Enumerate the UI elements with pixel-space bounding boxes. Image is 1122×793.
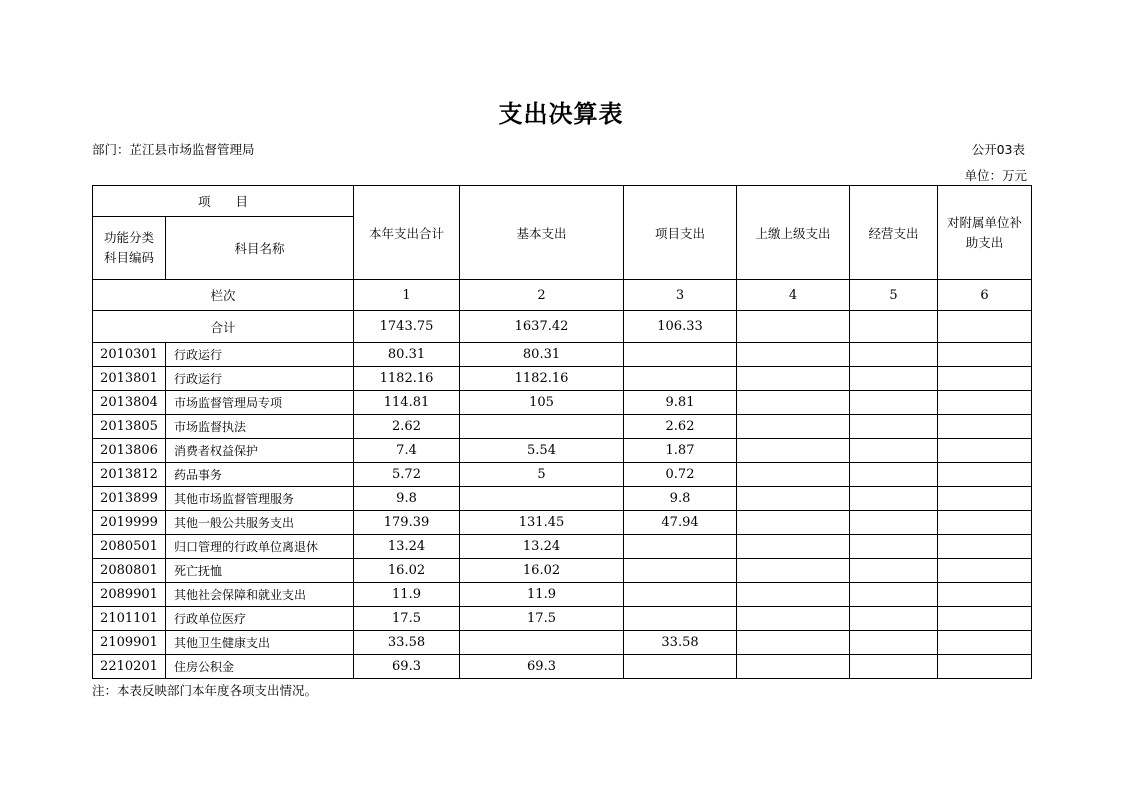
row-code: 2013806	[93, 439, 166, 463]
row-value: 13.24	[354, 535, 460, 559]
table-row	[93, 583, 1032, 607]
row-value	[938, 343, 1032, 367]
table-row	[93, 631, 1032, 655]
row-value	[938, 655, 1032, 679]
row-value: 131.45	[460, 511, 624, 535]
total-label: 合计	[93, 311, 354, 343]
row-subject-name: 归口管理的行政单位离退休	[166, 535, 354, 559]
row-value	[938, 463, 1032, 487]
row-value: 9.81	[624, 391, 737, 415]
row-subject-name: 消费者权益保护	[166, 439, 354, 463]
row-value	[737, 367, 850, 391]
header-col-2: 基本支出	[460, 186, 624, 280]
row-value: 47.94	[624, 511, 737, 535]
header-subject-name: 科目名称	[166, 217, 354, 280]
table-row	[93, 415, 1032, 439]
row-value: 2.62	[354, 415, 460, 439]
row-value	[938, 583, 1032, 607]
row-value: 179.39	[354, 511, 460, 535]
row-value	[850, 463, 938, 487]
row-value	[460, 487, 624, 511]
row-subject-name: 其他一般公共服务支出	[166, 511, 354, 535]
row-code: 2013805	[93, 415, 166, 439]
table-row	[93, 535, 1032, 559]
row-value: 16.02	[354, 559, 460, 583]
row-subject-name: 市场监督执法	[166, 415, 354, 439]
col-index-label: 栏次	[93, 280, 354, 311]
row-value	[850, 439, 938, 463]
row-code: 2210201	[93, 655, 166, 679]
row-value: 17.5	[460, 607, 624, 631]
row-value	[624, 607, 737, 631]
row-value: 9.8	[624, 487, 737, 511]
row-value: 69.3	[460, 655, 624, 679]
row-value	[624, 367, 737, 391]
row-value	[938, 367, 1032, 391]
header-project: 项 目	[93, 186, 354, 217]
row-value	[850, 607, 938, 631]
row-value	[460, 415, 624, 439]
row-value: 0.72	[624, 463, 737, 487]
row-subject-name: 死亡抚恤	[166, 559, 354, 583]
row-subject-name: 其他卫生健康支出	[166, 631, 354, 655]
row-code: 2080801	[93, 559, 166, 583]
row-subject-name: 住房公积金	[166, 655, 354, 679]
table-row	[93, 439, 1032, 463]
row-value	[737, 655, 850, 679]
row-value: 80.31	[354, 343, 460, 367]
table-row	[93, 607, 1032, 631]
col-index-num: 2	[460, 280, 624, 311]
row-value	[737, 415, 850, 439]
row-value	[737, 607, 850, 631]
row-value: 2.62	[624, 415, 737, 439]
row-value	[850, 559, 938, 583]
row-value	[737, 511, 850, 535]
header-col-5: 经营支出	[850, 186, 938, 280]
row-value	[624, 343, 737, 367]
col-index-num: 4	[737, 280, 850, 311]
row-value	[737, 559, 850, 583]
department-label: 部门：芷江县市场监督管理局	[92, 142, 255, 157]
row-value	[737, 487, 850, 511]
row-value	[737, 631, 850, 655]
page-title: 支出决算表	[498, 100, 624, 128]
row-value	[938, 487, 1032, 511]
row-value	[737, 535, 850, 559]
row-subject-name: 市场监督管理局专项	[166, 391, 354, 415]
row-value	[737, 463, 850, 487]
total-value	[737, 311, 850, 343]
table-row	[93, 463, 1032, 487]
row-subject-name: 其他社会保障和就业支出	[166, 583, 354, 607]
row-value	[850, 487, 938, 511]
row-value: 1182.16	[460, 367, 624, 391]
table-row	[93, 487, 1032, 511]
row-value	[938, 511, 1032, 535]
header-col-3: 项目支出	[624, 186, 737, 280]
row-value	[850, 391, 938, 415]
row-value: 9.8	[354, 487, 460, 511]
table-row	[93, 391, 1032, 415]
row-value: 13.24	[460, 535, 624, 559]
table-row	[93, 655, 1032, 679]
row-code: 2013812	[93, 463, 166, 487]
table-row	[93, 559, 1032, 583]
row-value	[624, 535, 737, 559]
row-value: 80.31	[460, 343, 624, 367]
col-index-num: 3	[624, 280, 737, 311]
expenditure-table	[92, 185, 1032, 679]
row-value: 1182.16	[354, 367, 460, 391]
row-code: 2013804	[93, 391, 166, 415]
row-value	[850, 367, 938, 391]
header-col-1: 本年支出合计	[354, 186, 460, 280]
row-subject-name: 行政运行	[166, 367, 354, 391]
total-value: 1743.75	[354, 311, 460, 343]
unit-label: 单位：万元	[964, 168, 1027, 183]
row-value	[850, 511, 938, 535]
row-code: 2013899	[93, 487, 166, 511]
row-value	[737, 583, 850, 607]
row-value: 7.4	[354, 439, 460, 463]
row-value: 33.58	[354, 631, 460, 655]
row-value: 5.54	[460, 439, 624, 463]
header-col-6: 对附属单位补助支出	[938, 186, 1032, 280]
row-value	[624, 559, 737, 583]
row-code: 2089901	[93, 583, 166, 607]
total-value: 106.33	[624, 311, 737, 343]
total-value: 1637.42	[460, 311, 624, 343]
row-subject-name: 药品事务	[166, 463, 354, 487]
row-subject-name: 行政单位医疗	[166, 607, 354, 631]
col-index-num: 1	[354, 280, 460, 311]
row-value	[938, 415, 1032, 439]
row-value: 69.3	[354, 655, 460, 679]
row-value	[624, 655, 737, 679]
row-value	[850, 655, 938, 679]
row-subject-name: 行政运行	[166, 343, 354, 367]
row-value	[737, 439, 850, 463]
row-code: 2010301	[93, 343, 166, 367]
row-value	[938, 631, 1032, 655]
col-index-num: 6	[938, 280, 1032, 311]
row-value	[850, 535, 938, 559]
row-value: 11.9	[460, 583, 624, 607]
row-value	[938, 535, 1032, 559]
row-code: 2101101	[93, 607, 166, 631]
footnote: 注：本表反映部门本年度各项支出情况。	[92, 683, 318, 698]
row-value	[737, 391, 850, 415]
row-value	[624, 583, 737, 607]
table-row	[93, 511, 1032, 535]
row-value	[737, 343, 850, 367]
row-value: 16.02	[460, 559, 624, 583]
row-value	[460, 631, 624, 655]
row-value	[938, 607, 1032, 631]
row-subject-name: 其他市场监督管理服务	[166, 487, 354, 511]
col-index-num: 5	[850, 280, 938, 311]
row-value	[938, 391, 1032, 415]
row-value: 5	[460, 463, 624, 487]
row-value: 105	[460, 391, 624, 415]
table-row	[93, 343, 1032, 367]
row-value	[850, 415, 938, 439]
table-row	[93, 367, 1032, 391]
row-value	[938, 559, 1032, 583]
row-value: 114.81	[354, 391, 460, 415]
row-value	[850, 343, 938, 367]
row-code: 2080501	[93, 535, 166, 559]
row-value: 17.5	[354, 607, 460, 631]
row-code: 2019999	[93, 511, 166, 535]
row-value	[850, 631, 938, 655]
header-func-code: 功能分类科目编码	[93, 217, 166, 280]
form-number: 公开03表	[971, 142, 1025, 157]
total-value	[850, 311, 938, 343]
row-value	[938, 439, 1032, 463]
header-col-4: 上缴上级支出	[737, 186, 850, 280]
row-value: 1.87	[624, 439, 737, 463]
row-value: 5.72	[354, 463, 460, 487]
total-value	[938, 311, 1032, 343]
row-value	[850, 583, 938, 607]
row-value: 11.9	[354, 583, 460, 607]
row-code: 2013801	[93, 367, 166, 391]
row-value: 33.58	[624, 631, 737, 655]
row-code: 2109901	[93, 631, 166, 655]
